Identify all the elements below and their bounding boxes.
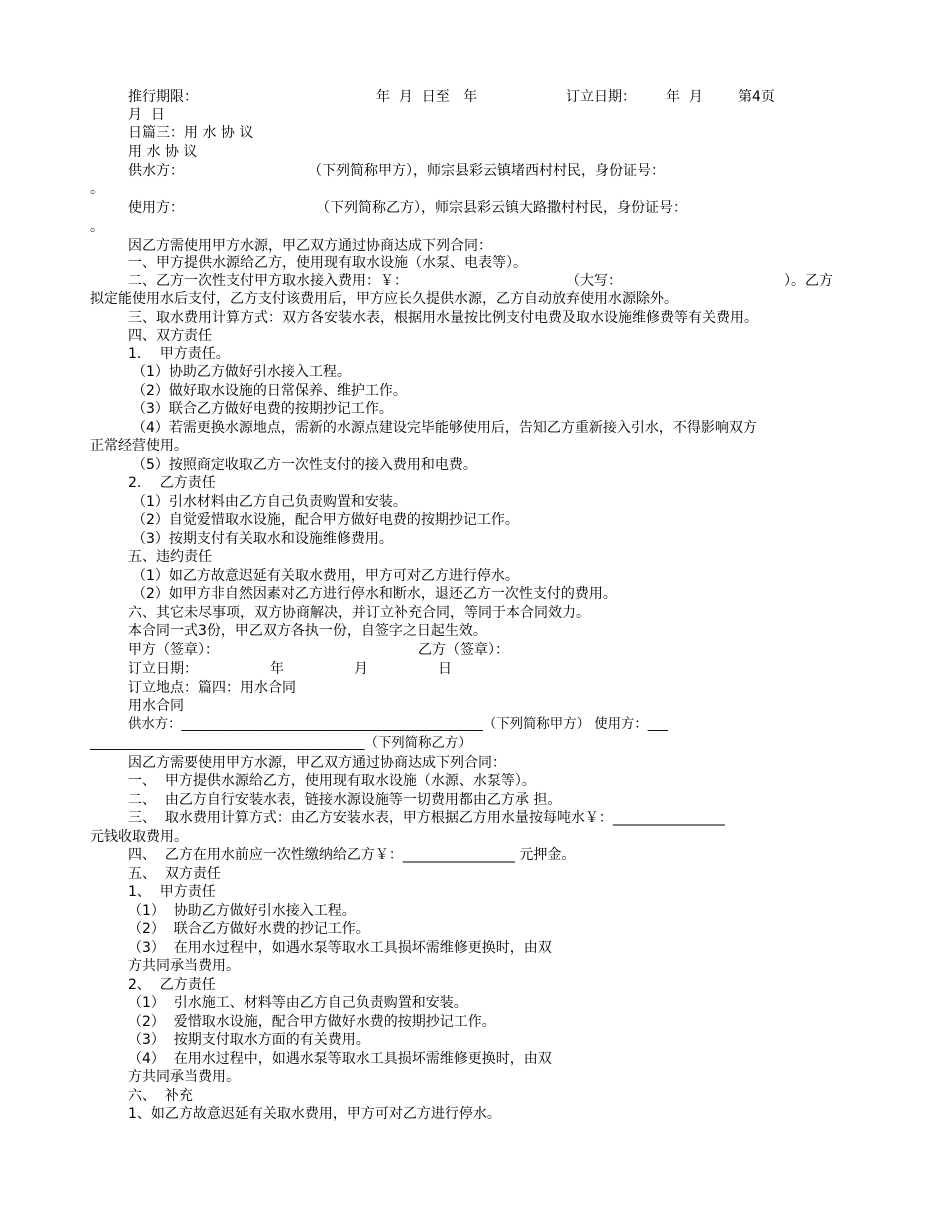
contract-clause-4: 四、 乙方在用水前应一次性缴纳给乙方￥：________________ 元押金。 <box>128 847 576 863</box>
term-label: 推行期限： <box>128 89 198 105</box>
clause-2-end: ）。乙方 <box>784 273 833 289</box>
page-number: 第4页 <box>738 89 775 105</box>
intro-paragraph: 因乙方需使用甲方水源，甲乙双方通过协商达成下列合同： <box>128 238 492 254</box>
contract-party-b-duty-4-continued: 方共同承当费用。 <box>128 1069 240 1085</box>
clause-6: 六、其它未尽事项，双方协商解决，并订立补充合同，等同于本合同效力。 <box>128 605 590 621</box>
signed-dates: 年 月 <box>666 89 703 105</box>
party-a-duty-4: （4）若需更换水源地点，需新的水源点建设完毕能够使用后，告知乙方重新接入引水，不得影响双方 <box>132 420 757 436</box>
clause-7: 本合同一式3份，甲乙双方各执一份，自签字之日起生效。 <box>128 623 487 639</box>
supplier-description: （下列简称甲方），师宗县彩云镇堵西村村民，身份证号： <box>308 163 665 179</box>
party-a-duty-2: （2）做好取水设施的日常保养、维护工作。 <box>132 383 407 399</box>
clause-5-heading: 五、违约责任 <box>128 549 212 565</box>
breach-2: （2）如甲方非自然因素对乙方进行停水和断水，退还乙方一次性支付的费用。 <box>132 586 617 602</box>
contract-clause-3: 三、 取水费用计算方式：由乙方安装水表，甲方根据乙方用水量按每吨水￥：________________ <box>128 810 725 826</box>
party-b-duty-1: （1）引水材料由乙方自己负责购置和安装。 <box>132 494 407 510</box>
clause-3: 三、取水费用计算方式：双方各安装水表，根据用水量按比例支付电费及取水设施维修费等有关费用。 <box>128 310 758 326</box>
party-a-duty-1: （1）协助乙方做好引水接入工程。 <box>132 364 351 380</box>
contract-intro: 因乙方需要使用甲方水源，甲乙双方通过协商达成下列合同： <box>128 755 506 771</box>
contract-clause-3-continued: 元钱收取费用。 <box>90 829 188 845</box>
header-line-2: 月 日 <box>128 107 165 123</box>
party-b-duty-2: （2）自觉爱惜取水设施，配合甲方做好电费的按期抄记工作。 <box>132 512 519 528</box>
supplier-end: 。 <box>90 181 104 197</box>
contract-user-line: _________________________________________（下列简称乙方） <box>90 736 472 751</box>
signing-date-day: 日 <box>438 661 452 677</box>
contract-clause-1: 一、 甲方提供水源给乙方，使用现有取水设施（水源、水泵等）。 <box>128 773 536 789</box>
signing-date-month: 月 <box>354 661 368 677</box>
contract-party-a-duty-3: （3） 在用水过程中，如遇水泵等取水工具损坏需维修更换时，由双 <box>128 940 552 956</box>
contract-party-a-duty-1: （1） 协助乙方做好引水接入工程。 <box>128 903 356 919</box>
user-label: 使用方： <box>128 200 184 216</box>
contract-party-b-duty-1: （1） 引水施工、材料等由乙方自己负责购置和安装。 <box>128 995 468 1011</box>
party-a-duties-heading: 1． 甲方责任。 <box>128 346 230 362</box>
document-title: 用 水 协 议 <box>128 144 198 160</box>
clause-4-heading: 四、双方责任 <box>128 328 212 344</box>
contract-party-b-duty-4: （4） 在用水过程中，如遇水泵等取水工具损坏需维修更换时，由双 <box>128 1051 552 1067</box>
signing-place: 订立地点：篇四：用水合同 <box>128 680 296 696</box>
signed-date-label: 订立日期： <box>566 89 636 105</box>
signing-date-label: 订立日期： <box>128 661 198 677</box>
user-description: （下列简称乙方），师宗县彩云镇大路撒村村民，身份证号： <box>316 200 687 216</box>
contract-party-b-heading: 2、 乙方责任 <box>128 977 216 993</box>
user-end: 。 <box>90 219 104 235</box>
contract-party-b-duty-2: （2） 爱惜取水设施，配合甲方做好水费的按期抄记工作。 <box>128 1014 496 1030</box>
party-a-duty-4-continued: 正常经营使用。 <box>90 438 188 454</box>
party-a-duty-5: （5）按照商定收取乙方一次性支付的接入费用和电费。 <box>132 457 477 473</box>
contract-clause-5-heading: 五、 双方责任 <box>128 866 221 882</box>
contract-title: 用水合同 <box>128 698 184 714</box>
term-dates: 年 月 日至 年 <box>376 89 478 105</box>
contract-party-a-heading: 1、 甲方责任 <box>128 884 216 900</box>
party-a-duty-3: （3）联合乙方做好电费的按期抄记工作。 <box>132 401 393 417</box>
sign-party-b: 乙方（签章）： <box>418 642 509 658</box>
clause-1: 一、甲方提供水源给乙方，使用现有取水设施（水泵、电表等）。 <box>128 255 527 271</box>
supplier-label: 供水方： <box>128 163 184 179</box>
signing-date-year: 年 <box>270 661 284 677</box>
clause-2: 二、乙方一次性支付甲方取水接入费用：￥： <box>128 273 408 289</box>
breach-1: （1）如乙方故意迟延有关取水费用，甲方可对乙方进行停水。 <box>132 568 519 584</box>
contract-party-b-duty-3: （3） 按期支付取水方面的有关费用。 <box>128 1032 370 1048</box>
contract-party-a-duty-2: （2） 联合乙方做好水费的抄记工作。 <box>128 921 370 937</box>
contract-supplement-1: 1、如乙方故意迟延有关取水费用，甲方可对乙方进行停水。 <box>128 1106 501 1122</box>
contract-party-a-duty-3-continued: 方共同承当费用。 <box>128 958 240 974</box>
section-title-line: 日篇三：用 水 协 议 <box>128 125 254 141</box>
contract-clause-6-heading: 六、 补充 <box>128 1088 193 1104</box>
party-b-duty-3: （3）按期支付有关取水和设施维修费用。 <box>132 531 393 547</box>
clause-2-continued: 拟定能使用水后支付，乙方支付该费用后，甲方应长久提供水源，乙方自动放弃使用水源除外。 <box>90 291 678 307</box>
party-b-duties-heading: 2． 乙方责任 <box>128 475 216 491</box>
contract-parties-line: 供水方：_____________________________________________（下列简称甲方） 使用方：___ <box>128 717 668 732</box>
clause-2-uppercase: （大写： <box>566 273 622 289</box>
contract-clause-2: 二、 由乙方自行安装水表，链接水源设施等一切费用都由乙方承 担。 <box>128 792 562 808</box>
sign-party-a: 甲方（签章）： <box>128 642 219 658</box>
